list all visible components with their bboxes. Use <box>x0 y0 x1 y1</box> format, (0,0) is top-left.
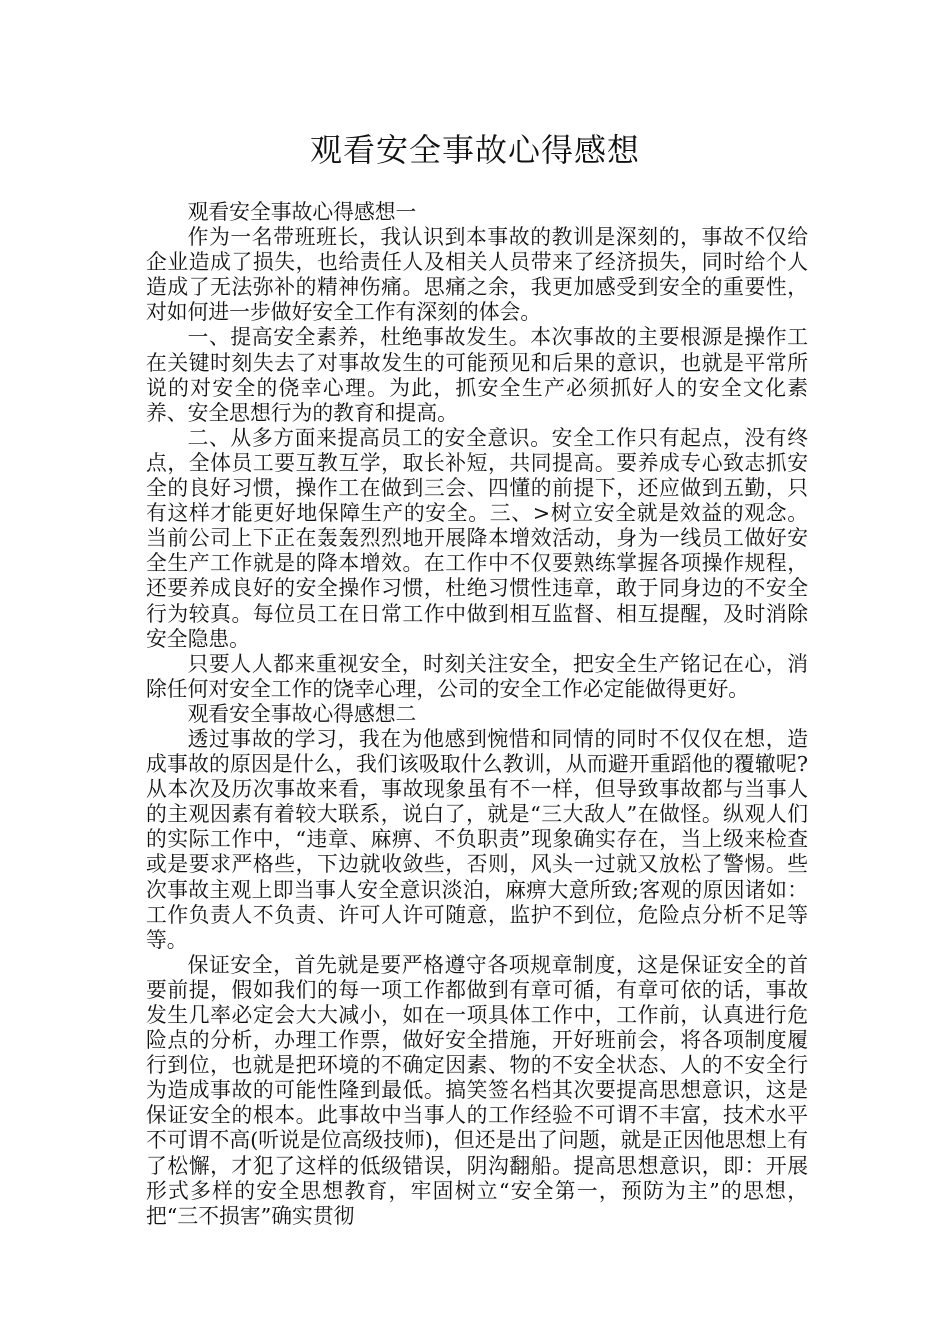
paragraph: 只要人人都来重视安全，时刻关注安全，把安全生产铭记在心，消除任何对安全工作的饶幸心理，公司的安全工作必定能做得更好。 <box>146 651 808 701</box>
document-body <box>146 200 808 1229</box>
paragraph: 二、从多方面来提高员工的安全意识。安全工作只有起点，没有终点，全体员工要互教互学，取长补短，共同提高。要养成专心致志抓安全的良好习惯，操作工在做到三会、四懂的前提下，还应做到五勤，只有这样才能更好地保障生产的安全。三、>树立安全就是效益的观念。当前公司上下正在轰轰烈烈地开展降本增效活动，身为一线员工做好安全生产工作就是的降本增效。在工作中不仅要熟练掌握各项操作规程，还要养成良好的安全操作习惯，杜绝习惯性违章，敢于同身边的不安全行为较真。每位员工在日常工作中做到相互监督、相互提醒，及时消除安全隐患。 <box>146 425 808 651</box>
paragraph: 保证安全，首先就是要严格遵守各项规章制度，这是保证安全的首要前提，假如我们的每一项工作都做到有章可循，有章可依的话，事故发生几率必定会大大减小，如在一项具体工作中，工作前，认真进行危险点的分析，办理工作票，做好安全措施，开好班前会，将各项制度履行到位，也就是把环境的不确定因素、物的不安全状态、人的不安全行为造成事故的可能性隆到最低。搞笑签名档其次要提高思想意识，这是保证安全的根本。此事故中当事人的工作经验不可谓不丰富，技术水平不可谓不高(听说是位高级技师)，但还是出了问题，就是正因他思想上有了松懈，才犯了这样的低级错误，阴沟翻船。提高思想意识，即：开展形式多样的安全思想教育，牢固树立“安全第一，预防为主”的思想，把“三不损害”确实贯彻 <box>146 952 808 1228</box>
paragraph: 作为一名带班班长，我认识到本事故的教训是深刻的，事故不仅给企业造成了损失，也给责任人及相关人员带来了经济损失，同时给个人造成了无法弥补的精神伤痛。思痛之余，我更加感受到安全的重要性，对如何进一步做好安全工作有深刻的体会。 <box>146 225 808 325</box>
section-heading-1: 观看安全事故心得感想一 <box>187 200 417 224</box>
section-heading-2: 观看安全事故心得感想二 <box>187 701 417 726</box>
paragraph: 透过事故的学习，我在为他感到惋惜和同情的同时不仅仅在想，造成事故的原因是什么，我们该吸取什么教训，从而避开重蹈他的覆辙呢?从本次及历次事故来看，事故现象虽有不一样，但导致事故都与当事人的主观因素有着较大联系，说白了，就是“三大敌人”在做怪。纵观人们的实际工作中，“违章、麻痹、不负职责”现象确实存在，当上级来检查或是要求严格些，下边就收敛些，否则，风头一过就又放松了警惕。些次事故主观上即当事人安全意识淡泊，麻痹大意所致;客观的原因诸如：工作负责人不负责、许可人许可随意，监护不到位，危险点分析不足等等。 <box>146 726 808 952</box>
paragraph: 一、提高安全素养，杜绝事故发生。本次事故的主要根源是操作工在关键时刻失去了对事故发生的可能预见和后果的意识，也就是平常所说的对安全的侥幸心理。为此，抓安全生产必须抓好人的安全文化素养、安全思想行为的教育和提高。 <box>146 325 808 425</box>
document-title: 观看安全事故心得感想 <box>309 131 640 169</box>
